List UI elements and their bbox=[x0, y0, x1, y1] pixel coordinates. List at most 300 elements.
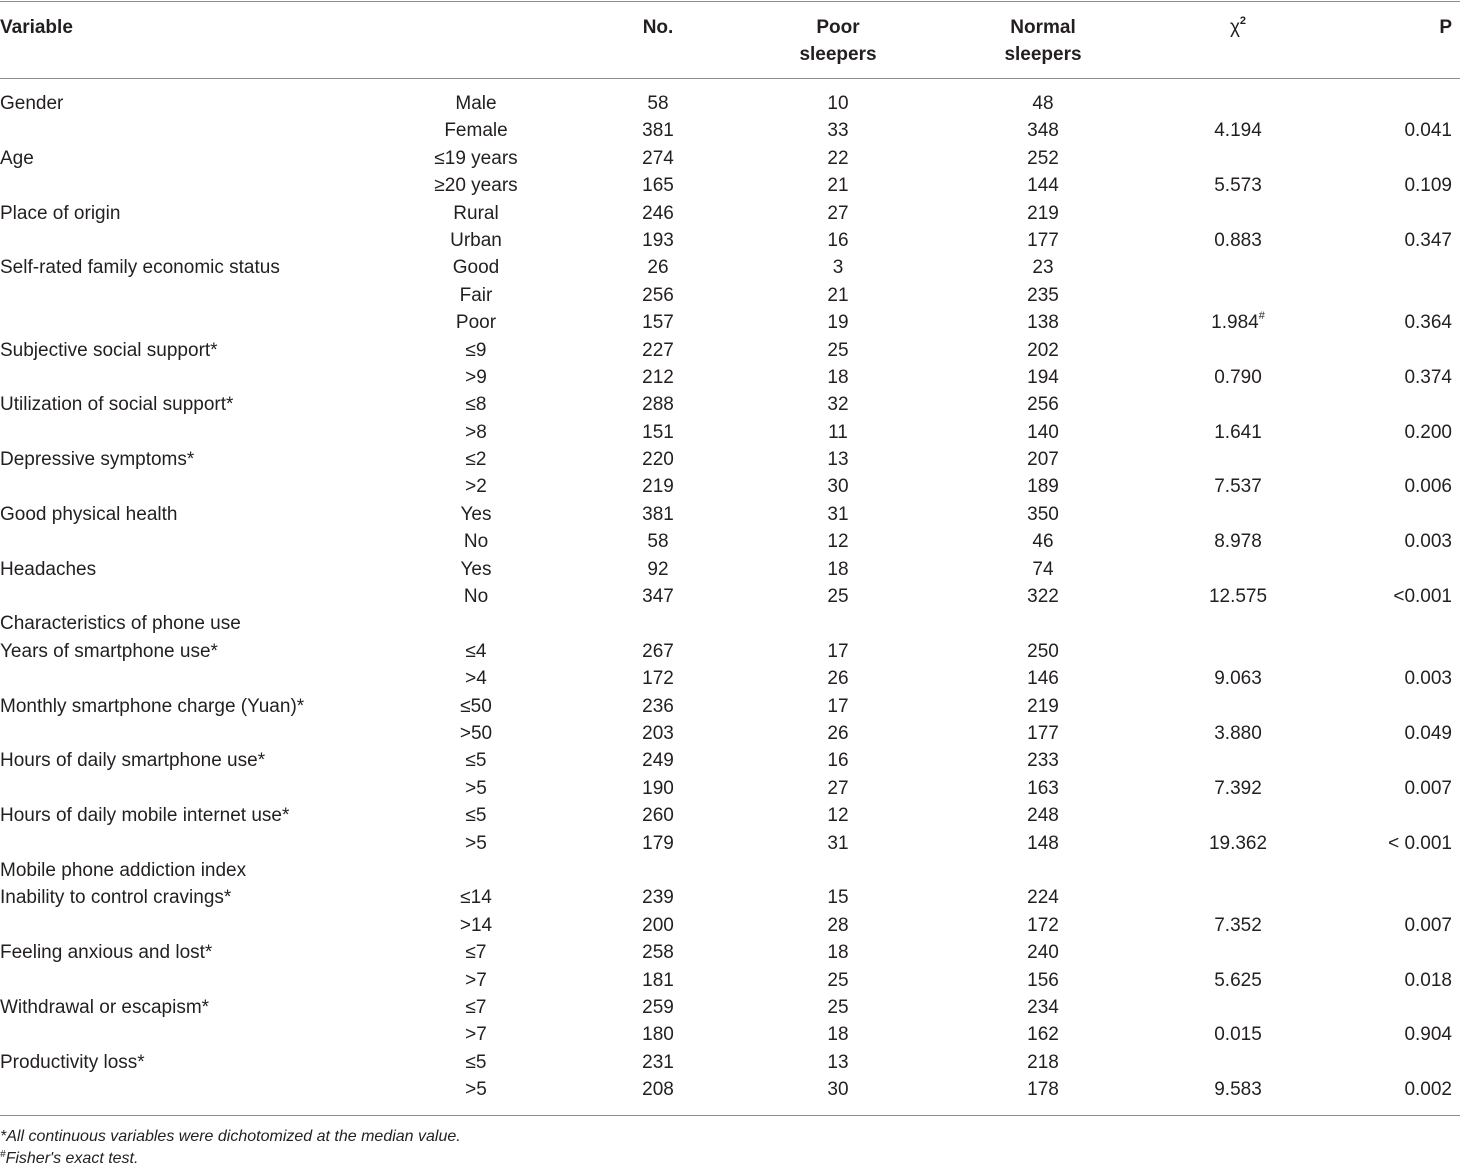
cell-poor-sleepers bbox=[778, 172, 898, 199]
header-poor-sleepers bbox=[758, 14, 918, 68]
cell-chi-square bbox=[1178, 419, 1298, 446]
cell-normal-sleepers bbox=[983, 967, 1103, 994]
cell-no-text: 179 bbox=[642, 832, 674, 854]
cell-chi-square bbox=[1178, 912, 1298, 939]
cell-category bbox=[396, 282, 556, 309]
cell-no bbox=[598, 145, 718, 172]
cell-normal-sleepers bbox=[983, 1076, 1103, 1103]
cell-no-text: 381 bbox=[642, 120, 674, 142]
cell-normal-sleepers-text: 177 bbox=[1027, 722, 1059, 744]
cell-no-text: 231 bbox=[642, 1051, 674, 1073]
cell-poor-sleepers bbox=[778, 200, 898, 227]
table-row bbox=[0, 391, 1460, 418]
cell-p-value bbox=[1340, 912, 1452, 939]
cell-poor-sleepers-text: 13 bbox=[827, 449, 849, 471]
cell-variable-text: Depressive symptoms* bbox=[0, 449, 195, 471]
cell-variable-text: Utilization of social support* bbox=[0, 394, 234, 416]
cell-normal-sleepers-text: 172 bbox=[1027, 914, 1059, 936]
cell-poor-sleepers bbox=[778, 967, 898, 994]
cell-normal-sleepers bbox=[983, 254, 1103, 281]
cell-no bbox=[598, 638, 718, 665]
cell-variable bbox=[0, 556, 96, 583]
cell-poor-sleepers-text: 30 bbox=[827, 1079, 849, 1101]
table-row bbox=[0, 747, 1460, 774]
cell-p-value bbox=[1340, 583, 1452, 610]
cell-category bbox=[396, 364, 556, 391]
cell-normal-sleepers bbox=[983, 172, 1103, 199]
cell-chi-square bbox=[1178, 583, 1298, 610]
cell-category-text: >14 bbox=[459, 914, 493, 936]
cell-chi-square bbox=[1178, 172, 1298, 199]
cell-p-value bbox=[1340, 117, 1452, 144]
cell-no bbox=[598, 419, 718, 446]
table-row bbox=[0, 775, 1460, 802]
cell-normal-sleepers bbox=[983, 775, 1103, 802]
cell-p-value bbox=[1340, 775, 1452, 802]
footnote-hash bbox=[0, 1149, 138, 1169]
cell-normal-sleepers-text: 218 bbox=[1027, 1051, 1059, 1073]
cell-category-text: >9 bbox=[465, 366, 487, 388]
cell-poor-sleepers bbox=[778, 556, 898, 583]
cell-no bbox=[598, 391, 718, 418]
cell-category bbox=[396, 1076, 556, 1103]
cell-no-text: 181 bbox=[642, 969, 674, 991]
cell-category bbox=[396, 227, 556, 254]
header-normal-sleepers-label: Normal sleepers bbox=[1004, 17, 1082, 65]
cell-no bbox=[598, 282, 718, 309]
cell-no-text: 208 bbox=[642, 1079, 674, 1101]
cell-poor-sleepers bbox=[778, 419, 898, 446]
cell-normal-sleepers-text: 177 bbox=[1027, 229, 1059, 251]
cell-normal-sleepers-text: 163 bbox=[1027, 777, 1059, 799]
cell-p-value-text: 0.041 bbox=[1404, 120, 1452, 142]
cell-normal-sleepers bbox=[983, 638, 1103, 665]
cell-p-value bbox=[1340, 1021, 1452, 1048]
cell-no bbox=[598, 254, 718, 281]
cell-category bbox=[396, 172, 556, 199]
cell-category bbox=[396, 556, 556, 583]
cell-variable-text: Mobile phone addiction index bbox=[0, 859, 247, 881]
cell-chi-square bbox=[1178, 720, 1298, 747]
table-row bbox=[0, 912, 1460, 939]
cell-no-text: 58 bbox=[647, 93, 669, 114]
cell-category-text: >8 bbox=[465, 421, 487, 443]
cell-no bbox=[598, 1021, 718, 1048]
cell-poor-sleepers-text: 3 bbox=[832, 257, 844, 279]
cell-chi-square bbox=[1178, 227, 1298, 254]
cell-category-text: ≤7 bbox=[465, 942, 487, 964]
cell-no-text: 200 bbox=[642, 914, 674, 936]
cell-category-text: No bbox=[463, 586, 489, 608]
cell-variable bbox=[0, 90, 63, 117]
cell-poor-sleepers bbox=[778, 391, 898, 418]
cell-poor-sleepers-text: 21 bbox=[827, 284, 849, 306]
table-row bbox=[0, 967, 1460, 994]
cell-poor-sleepers-text: 18 bbox=[827, 558, 849, 580]
table-row bbox=[0, 802, 1460, 829]
cell-poor-sleepers bbox=[778, 117, 898, 144]
cell-no bbox=[598, 309, 718, 336]
cell-chi-square bbox=[1178, 1076, 1298, 1103]
cell-poor-sleepers bbox=[778, 802, 898, 829]
cell-no-text: 190 bbox=[642, 777, 674, 799]
cell-normal-sleepers bbox=[983, 665, 1103, 692]
table-row bbox=[0, 884, 1460, 911]
cell-p-value-text: 0.904 bbox=[1404, 1024, 1452, 1046]
cell-no bbox=[598, 227, 718, 254]
cell-category-text: ≤5 bbox=[465, 750, 487, 772]
header-normal-sleepers bbox=[963, 14, 1123, 68]
cell-category bbox=[396, 994, 556, 1021]
cell-normal-sleepers-text: 162 bbox=[1027, 1024, 1059, 1046]
cell-no-text: 172 bbox=[642, 668, 674, 690]
cell-chi-square bbox=[1178, 830, 1298, 857]
cell-normal-sleepers bbox=[983, 1049, 1103, 1076]
header-chi-superscript: 2 bbox=[1239, 15, 1247, 27]
cell-no bbox=[598, 830, 718, 857]
cell-no bbox=[598, 967, 718, 994]
cell-category bbox=[396, 1021, 556, 1048]
cell-p-value-text: 0.364 bbox=[1404, 312, 1452, 334]
cell-normal-sleepers-text: 148 bbox=[1027, 832, 1059, 854]
cell-poor-sleepers-text: 26 bbox=[827, 722, 849, 744]
table-row bbox=[0, 1021, 1460, 1048]
cell-normal-sleepers bbox=[983, 227, 1103, 254]
table-row bbox=[0, 419, 1460, 446]
cell-poor-sleepers-text: 33 bbox=[827, 120, 849, 142]
cell-no-text: 58 bbox=[647, 531, 669, 553]
cell-p-value-text: 0.007 bbox=[1404, 914, 1452, 936]
table-body bbox=[0, 90, 1460, 1103]
cell-normal-sleepers bbox=[983, 747, 1103, 774]
cell-category-text: >5 bbox=[465, 832, 487, 854]
cell-normal-sleepers-text: 224 bbox=[1027, 887, 1059, 909]
table-top-rule bbox=[0, 1, 1460, 2]
cell-no-text: 193 bbox=[642, 229, 674, 251]
cell-normal-sleepers bbox=[983, 693, 1103, 720]
cell-category bbox=[396, 665, 556, 692]
table-row bbox=[0, 473, 1460, 500]
cell-normal-sleepers-text: 46 bbox=[1032, 531, 1054, 553]
cell-chi-square bbox=[1178, 967, 1298, 994]
cell-normal-sleepers-text: 202 bbox=[1027, 339, 1059, 361]
cell-chi-square-text: 5.573 bbox=[1214, 175, 1262, 197]
table-row bbox=[0, 610, 1460, 637]
cell-chi-square-text: 12.575 bbox=[1208, 586, 1268, 608]
cell-normal-sleepers bbox=[983, 337, 1103, 364]
cell-no-text: 267 bbox=[642, 640, 674, 662]
cell-no bbox=[598, 90, 718, 117]
cell-no-text: 212 bbox=[642, 366, 674, 388]
cell-p-value-text: 0.374 bbox=[1404, 366, 1452, 388]
header-bottom-rule bbox=[0, 78, 1460, 79]
cell-poor-sleepers-text: 26 bbox=[827, 668, 849, 690]
cell-normal-sleepers-text: 250 bbox=[1027, 640, 1059, 662]
table-row bbox=[0, 1049, 1460, 1076]
cell-variable-text: Headaches bbox=[0, 558, 97, 580]
cell-variable-text: Characteristics of phone use bbox=[0, 613, 241, 635]
cell-variable bbox=[0, 337, 218, 364]
cell-no bbox=[598, 994, 718, 1021]
cell-no bbox=[598, 528, 718, 555]
cell-poor-sleepers bbox=[778, 830, 898, 857]
cell-chi-square-text: 4.194 bbox=[1214, 120, 1262, 142]
cell-normal-sleepers-text: 256 bbox=[1027, 394, 1059, 416]
cell-chi-square bbox=[1178, 665, 1298, 692]
cell-normal-sleepers bbox=[983, 939, 1103, 966]
cell-category-text: Poor bbox=[455, 312, 497, 334]
cell-p-value bbox=[1340, 1076, 1452, 1103]
cell-variable bbox=[0, 391, 233, 418]
cell-chi-square-text: 5.625 bbox=[1214, 969, 1262, 991]
cell-normal-sleepers bbox=[983, 501, 1103, 528]
cell-category-text: >50 bbox=[459, 722, 493, 744]
cell-poor-sleepers-text: 25 bbox=[827, 339, 849, 361]
cell-category bbox=[396, 309, 556, 336]
table-row bbox=[0, 665, 1460, 692]
table-row bbox=[0, 145, 1460, 172]
cell-normal-sleepers-text: 233 bbox=[1027, 750, 1059, 772]
cell-poor-sleepers-text: 10 bbox=[827, 93, 849, 114]
cell-no-text: 258 bbox=[642, 942, 674, 964]
cell-category-text: >4 bbox=[465, 668, 487, 690]
cell-poor-sleepers bbox=[778, 775, 898, 802]
cell-no bbox=[598, 446, 718, 473]
cell-category-text: Good bbox=[452, 257, 500, 279]
cell-normal-sleepers bbox=[983, 830, 1103, 857]
cell-normal-sleepers bbox=[983, 583, 1103, 610]
cell-chi-square-text: 8.978 bbox=[1214, 531, 1262, 553]
cell-p-value bbox=[1340, 665, 1452, 692]
cell-chi-square bbox=[1178, 309, 1298, 336]
cell-variable-text: Hours of daily mobile internet use* bbox=[0, 805, 290, 827]
table-row bbox=[0, 1076, 1460, 1103]
cell-variable bbox=[0, 994, 209, 1021]
cell-poor-sleepers-text: 27 bbox=[827, 777, 849, 799]
cell-category-text: ≤4 bbox=[465, 640, 487, 662]
cell-p-value bbox=[1340, 830, 1452, 857]
cell-no-text: 239 bbox=[642, 887, 674, 909]
cell-chi-square bbox=[1178, 117, 1298, 144]
cell-category bbox=[396, 802, 556, 829]
cell-poor-sleepers-text: 18 bbox=[827, 366, 849, 388]
header-poor-sleepers-label: Poor sleepers bbox=[799, 17, 877, 65]
cell-normal-sleepers-text: 248 bbox=[1027, 805, 1059, 827]
cell-category-text: >2 bbox=[465, 476, 487, 498]
cell-poor-sleepers bbox=[778, 309, 898, 336]
cell-poor-sleepers bbox=[778, 145, 898, 172]
cell-poor-sleepers-text: 16 bbox=[827, 229, 849, 251]
cell-poor-sleepers bbox=[778, 994, 898, 1021]
cell-no bbox=[598, 693, 718, 720]
table-row bbox=[0, 939, 1460, 966]
cell-normal-sleepers bbox=[983, 117, 1103, 144]
table-bottom-rule bbox=[0, 1115, 1460, 1116]
cell-poor-sleepers-text: 31 bbox=[827, 503, 849, 525]
cell-no bbox=[598, 775, 718, 802]
cell-category-text: Yes bbox=[460, 558, 492, 580]
cell-variable-text: Self-rated family economic status bbox=[0, 257, 280, 279]
cell-p-value bbox=[1340, 720, 1452, 747]
cell-poor-sleepers bbox=[778, 227, 898, 254]
cell-poor-sleepers-text: 19 bbox=[827, 312, 849, 334]
cell-no-text: 381 bbox=[642, 503, 674, 525]
cell-category-text: ≤2 bbox=[465, 449, 487, 471]
cell-poor-sleepers-text: 25 bbox=[827, 996, 849, 1018]
table-row bbox=[0, 583, 1460, 610]
cell-normal-sleepers-text: 350 bbox=[1027, 503, 1059, 525]
cell-no-text: 220 bbox=[642, 449, 674, 471]
cell-poor-sleepers-text: 27 bbox=[827, 202, 849, 224]
cell-category bbox=[396, 419, 556, 446]
cell-p-value-text: 0.002 bbox=[1404, 1079, 1452, 1101]
table-row bbox=[0, 254, 1460, 281]
cell-p-value bbox=[1340, 419, 1452, 446]
cell-no bbox=[598, 501, 718, 528]
cell-p-value-text: 0.109 bbox=[1404, 175, 1452, 197]
cell-poor-sleepers bbox=[778, 528, 898, 555]
cell-category bbox=[396, 528, 556, 555]
cell-normal-sleepers-text: 348 bbox=[1027, 120, 1059, 142]
cell-normal-sleepers bbox=[983, 528, 1103, 555]
cell-p-value bbox=[1340, 364, 1452, 391]
cell-poor-sleepers bbox=[778, 884, 898, 911]
cell-poor-sleepers-text: 25 bbox=[827, 586, 849, 608]
cell-no-text: 274 bbox=[642, 147, 674, 169]
cell-category-text: No bbox=[463, 531, 489, 553]
cell-poor-sleepers-text: 22 bbox=[827, 147, 849, 169]
cell-no-text: 203 bbox=[642, 722, 674, 744]
table-row bbox=[0, 309, 1460, 336]
cell-chi-square bbox=[1178, 775, 1298, 802]
cell-no bbox=[598, 337, 718, 364]
cell-chi-square-text: 0.883 bbox=[1214, 229, 1262, 251]
cell-chi-square-text: 7.352 bbox=[1214, 914, 1262, 936]
cell-no-text: 227 bbox=[642, 339, 674, 361]
table-row bbox=[0, 994, 1460, 1021]
cell-poor-sleepers bbox=[778, 1049, 898, 1076]
cell-normal-sleepers bbox=[983, 473, 1103, 500]
table-row bbox=[0, 501, 1460, 528]
cell-category-text: ≤7 bbox=[465, 996, 487, 1018]
cell-p-value-text: 0.200 bbox=[1404, 421, 1452, 443]
cell-category-text: Rural bbox=[453, 202, 499, 224]
table-row bbox=[0, 282, 1460, 309]
cell-p-value-text: 0.018 bbox=[1404, 969, 1452, 991]
cell-category bbox=[396, 446, 556, 473]
header-chi-symbol: χ bbox=[1229, 17, 1240, 38]
cell-no bbox=[598, 117, 718, 144]
cell-category bbox=[396, 720, 556, 747]
cell-p-value-text: 0.006 bbox=[1404, 476, 1452, 498]
cell-p-value bbox=[1340, 172, 1452, 199]
cell-poor-sleepers bbox=[778, 747, 898, 774]
cell-chi-square bbox=[1178, 364, 1298, 391]
cell-no-text: 180 bbox=[642, 1024, 674, 1046]
cell-no-text: 259 bbox=[642, 996, 674, 1018]
cell-normal-sleepers bbox=[983, 309, 1103, 336]
cell-category-text: ≤8 bbox=[465, 394, 487, 416]
cell-poor-sleepers-text: 32 bbox=[827, 394, 849, 416]
cell-poor-sleepers-text: 15 bbox=[827, 887, 849, 909]
cell-no-text: 151 bbox=[642, 421, 674, 443]
cell-poor-sleepers bbox=[778, 665, 898, 692]
table-row bbox=[0, 227, 1460, 254]
table-row bbox=[0, 446, 1460, 473]
cell-poor-sleepers-text: 16 bbox=[827, 750, 849, 772]
cell-category bbox=[396, 830, 556, 857]
cell-category-text: ≤50 bbox=[460, 695, 492, 717]
cell-category bbox=[396, 747, 556, 774]
cell-category-text: Fair bbox=[459, 284, 493, 306]
cell-no bbox=[598, 665, 718, 692]
cell-no-text: 26 bbox=[647, 257, 669, 279]
cell-normal-sleepers bbox=[983, 1021, 1103, 1048]
cell-variable-text: Age bbox=[0, 147, 34, 169]
cell-category-text: ≤19 years bbox=[434, 147, 518, 169]
cell-normal-sleepers-text: 156 bbox=[1027, 969, 1059, 991]
cell-normal-sleepers-text: 144 bbox=[1027, 175, 1059, 197]
cell-category bbox=[396, 638, 556, 665]
cell-poor-sleepers bbox=[778, 1021, 898, 1048]
cell-normal-sleepers-text: 252 bbox=[1027, 147, 1059, 169]
table-row bbox=[0, 830, 1460, 857]
chi-square-footnote-mark: # bbox=[1258, 310, 1265, 323]
cell-normal-sleepers bbox=[983, 994, 1103, 1021]
cell-category-text: Male bbox=[455, 93, 497, 114]
cell-variable bbox=[0, 610, 241, 637]
cell-chi-square-text: 9.063 bbox=[1214, 668, 1262, 690]
cell-poor-sleepers-text: 17 bbox=[827, 640, 849, 662]
cell-chi-square bbox=[1178, 473, 1298, 500]
cell-poor-sleepers-text: 12 bbox=[827, 531, 849, 553]
cell-category-text: >5 bbox=[465, 1079, 487, 1101]
cell-variable bbox=[0, 145, 34, 172]
cell-category bbox=[396, 117, 556, 144]
cell-category bbox=[396, 145, 556, 172]
cell-variable bbox=[0, 446, 194, 473]
cell-normal-sleepers bbox=[983, 90, 1103, 117]
cell-no bbox=[598, 912, 718, 939]
footnote-hash-mark: # bbox=[0, 1149, 6, 1160]
cell-category bbox=[396, 939, 556, 966]
cell-no-text: 260 bbox=[642, 805, 674, 827]
footnote-hash-text: Fisher's exact test. bbox=[5, 1150, 139, 1167]
cell-category bbox=[396, 693, 556, 720]
cell-p-value bbox=[1340, 227, 1452, 254]
table-row bbox=[0, 638, 1460, 665]
cell-p-value bbox=[1340, 967, 1452, 994]
cell-p-value bbox=[1340, 473, 1452, 500]
cell-poor-sleepers bbox=[778, 912, 898, 939]
cell-poor-sleepers bbox=[778, 254, 898, 281]
cell-chi-square-text: 1.984 bbox=[1211, 312, 1259, 334]
cell-variable-text: Feeling anxious and lost* bbox=[0, 942, 213, 964]
cell-category-text: ≤5 bbox=[465, 805, 487, 827]
cell-poor-sleepers bbox=[778, 638, 898, 665]
cell-no-text: 236 bbox=[642, 695, 674, 717]
cell-poor-sleepers bbox=[778, 282, 898, 309]
table-row bbox=[0, 90, 1460, 117]
cell-normal-sleepers-text: 235 bbox=[1027, 284, 1059, 306]
cell-category bbox=[396, 884, 556, 911]
cell-p-value-text: 0.003 bbox=[1404, 531, 1452, 553]
cell-poor-sleepers bbox=[778, 583, 898, 610]
cell-poor-sleepers-text: 12 bbox=[827, 805, 849, 827]
cell-chi-square-text: 3.880 bbox=[1214, 722, 1262, 744]
cell-no bbox=[598, 200, 718, 227]
cell-category bbox=[396, 90, 556, 117]
